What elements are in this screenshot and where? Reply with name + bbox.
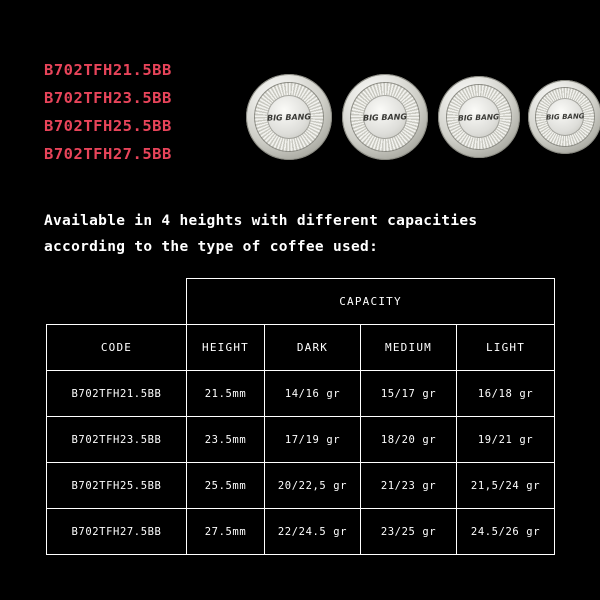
- cell-height: 27.5mm: [187, 509, 265, 555]
- brand-label: BIG BANG: [362, 111, 408, 123]
- cell-medium: 23/25 gr: [361, 509, 457, 555]
- cell-code: B702TFH27.5BB: [47, 509, 187, 555]
- filter-center: [546, 98, 584, 136]
- product-code: B702TFH21.5BB: [44, 61, 172, 79]
- filter-center: [458, 96, 500, 138]
- coffee-filter-basket: [438, 76, 520, 158]
- cell-code: B702TFH23.5BB: [47, 417, 187, 463]
- filter-center: [267, 95, 311, 139]
- cell-dark: 14/16 gr: [265, 371, 361, 417]
- cell-dark: 17/19 gr: [265, 417, 361, 463]
- filter-center: [363, 95, 407, 139]
- cell-light: 19/21 gr: [457, 417, 555, 463]
- description-line-1: Available in 4 heights with different capacities: [44, 213, 478, 229]
- filter-mesh: [535, 87, 595, 147]
- table-row: [47, 509, 555, 555]
- filter-mesh: [254, 82, 324, 152]
- coffee-filter-basket: [528, 80, 600, 154]
- table-group-header-row: [47, 279, 555, 325]
- cell-medium: 15/17 gr: [361, 371, 457, 417]
- table-header-height: HEIGHT: [187, 325, 265, 371]
- cell-dark: 22/24.5 gr: [265, 509, 361, 555]
- product-code: B702TFH23.5BB: [44, 89, 172, 107]
- cell-code: B702TFH21.5BB: [47, 371, 187, 417]
- cell-light: 24.5/26 gr: [457, 509, 555, 555]
- coffee-filter-basket: [246, 74, 332, 160]
- capsule-image-group: [246, 62, 585, 172]
- description-line-2: according to the type of coffee used:: [44, 239, 379, 255]
- table-group-header-capacity: CAPACITY: [187, 279, 555, 325]
- table-header-row: [47, 325, 555, 371]
- table-empty-cell: [47, 279, 187, 325]
- description-text: [44, 208, 564, 260]
- table-row: [47, 371, 555, 417]
- product-code-list: [44, 56, 244, 168]
- cell-height: 21.5mm: [187, 371, 265, 417]
- coffee-filter-basket: [342, 74, 428, 160]
- capacity-table-wrapper: [46, 278, 554, 555]
- top-section: [0, 44, 600, 184]
- table-row: [47, 417, 555, 463]
- table-header-code: CODE: [47, 325, 187, 371]
- cell-light: 16/18 gr: [457, 371, 555, 417]
- cell-height: 23.5mm: [187, 417, 265, 463]
- brand-label: BIG BANG: [458, 111, 500, 123]
- filter-mesh: [350, 82, 420, 152]
- cell-medium: 21/23 gr: [361, 463, 457, 509]
- table-header-medium: MEDIUM: [361, 325, 457, 371]
- cell-code: B702TFH25.5BB: [47, 463, 187, 509]
- brand-label: BIG BANG: [266, 111, 312, 123]
- filter-mesh: [446, 84, 512, 150]
- brand-label: BIG BANG: [545, 112, 585, 122]
- product-code: B702TFH25.5BB: [44, 117, 172, 135]
- table-row: [47, 463, 555, 509]
- cell-light: 21,5/24 gr: [457, 463, 555, 509]
- cell-dark: 20/22,5 gr: [265, 463, 361, 509]
- table-header-dark: DARK: [265, 325, 361, 371]
- capacity-table: [46, 278, 555, 555]
- table-header-light: LIGHT: [457, 325, 555, 371]
- product-code: B702TFH27.5BB: [44, 145, 172, 163]
- cell-height: 25.5mm: [187, 463, 265, 509]
- cell-medium: 18/20 gr: [361, 417, 457, 463]
